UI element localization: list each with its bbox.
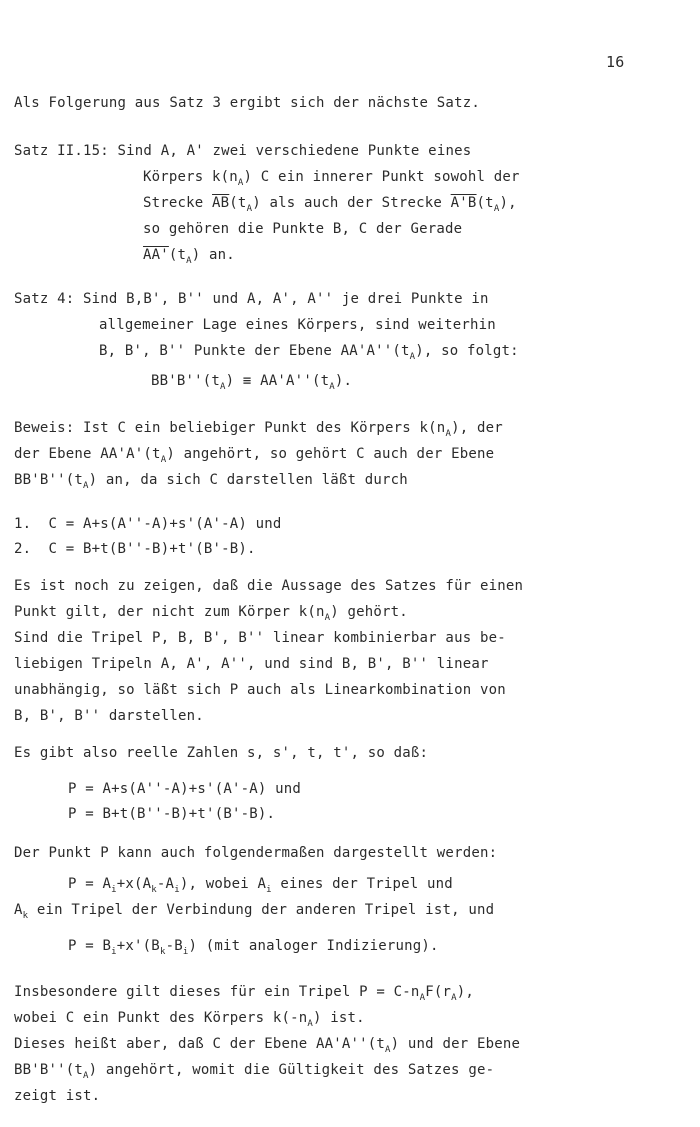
- text-line: $BB'B''(t_A)$ an, da sich C darstellen läßt durch: [14, 472, 408, 491]
- text-line: $AA'(t_A)$ an.: [143, 247, 235, 266]
- page-number: 16: [606, 53, 625, 71]
- text-line: $A_k$ ein Tripel der Verbindung der anderen Tripel ist, und: [14, 902, 495, 921]
- formula-line: P = B+t(B''-B)+t'(B'-B).: [68, 806, 276, 822]
- text-line: B, B', B'' Punkte der Ebene $AA'A''(t_A)$, so folgt:: [99, 343, 519, 362]
- text-line: $BB'B''(t_A)$ angehört, womit die Gültigkeit des Satzes ge-: [14, 1062, 495, 1081]
- formula-line: $P = B_i+x'(B_k-B_i)$ (mit analoger Indizierung).: [68, 938, 439, 957]
- text-line: B, B', B'' darstellen.: [14, 708, 204, 724]
- theorem-heading-line: Satz II.15: Sind A, A' zwei verschiedene Punkte eines: [14, 143, 472, 159]
- theorem-heading-line: Satz 4: Sind B,B', B'' und A, A', A'' je drei Punkte in: [14, 291, 489, 307]
- text-line: Strecke $\overline{AB}(t_A)$ als auch der Strecke $A'B(t_A)$,: [143, 195, 517, 214]
- formula-line: 1. C = A+s(A''-A)+s'(A'-A) und: [14, 516, 282, 532]
- theorem-label: Satz II.15:: [14, 143, 109, 159]
- text-line: Punkt gilt, der nicht zum Körper $k(n_A)$ gehört.: [14, 604, 408, 623]
- text-line: Sind die Tripel P, B, B', B'' linear kombinierbar aus be-: [14, 630, 506, 646]
- text-line: so gehören die Punkte B, C der Gerade: [143, 221, 463, 237]
- text-line: Beweis: Ist C ein beliebiger Punkt des Körpers $k(n_A)$, der: [14, 420, 503, 439]
- text-line: liebigen Tripeln A, A', A'', und sind B, B', B'' linear: [14, 656, 489, 672]
- text-line: Es ist noch zu zeigen, daß die Aussage des Satzes für einen: [14, 578, 524, 594]
- formula-line: $P = A_i+x(A_k-A_i)$, wobei $A_i$ eines der Tripel und: [68, 876, 453, 895]
- text-line: unabhängig, so läßt sich P auch als Linearkombination von: [14, 682, 506, 698]
- formula-line: $BB'B''(t_A) \equiv AA'A''(t_A)$.: [151, 373, 353, 392]
- formula-line: 2. C = B+t(B''-B)+t'(B'-B).: [14, 541, 256, 557]
- text-line: Der Punkt P kann auch folgendermaßen dargestellt werden:: [14, 845, 498, 861]
- text-line: Insbesondere gilt dieses für ein Tripel $P = C-n_AF(r_A)$,: [14, 984, 474, 1003]
- text-line: Körpers $k(n_A)$ C ein innerer Punkt sowohl der: [143, 169, 520, 188]
- text-line: der Ebene $AA'A'(t_A)$ angehört, so gehört C auch der Ebene: [14, 446, 495, 465]
- formula-line: P = A+s(A''-A)+s'(A'-A) und: [68, 781, 301, 797]
- text-line: Es gibt also reelle Zahlen s, s', t, t', so daß:: [14, 745, 429, 761]
- text-line: allgemeiner Lage eines Körpers, sind weiterhin: [99, 317, 496, 333]
- text-line: wobei C ein Punkt des Körpers $k(-n_A)$ ist.: [14, 1010, 365, 1029]
- text-line: zeigt ist.: [14, 1088, 101, 1104]
- text-line: Dieses heißt aber, daß C der Ebene $AA'A''(t_A)$ und der Ebene: [14, 1036, 521, 1055]
- text-line: Als Folgerung aus Satz 3 ergibt sich der nächste Satz.: [14, 95, 480, 111]
